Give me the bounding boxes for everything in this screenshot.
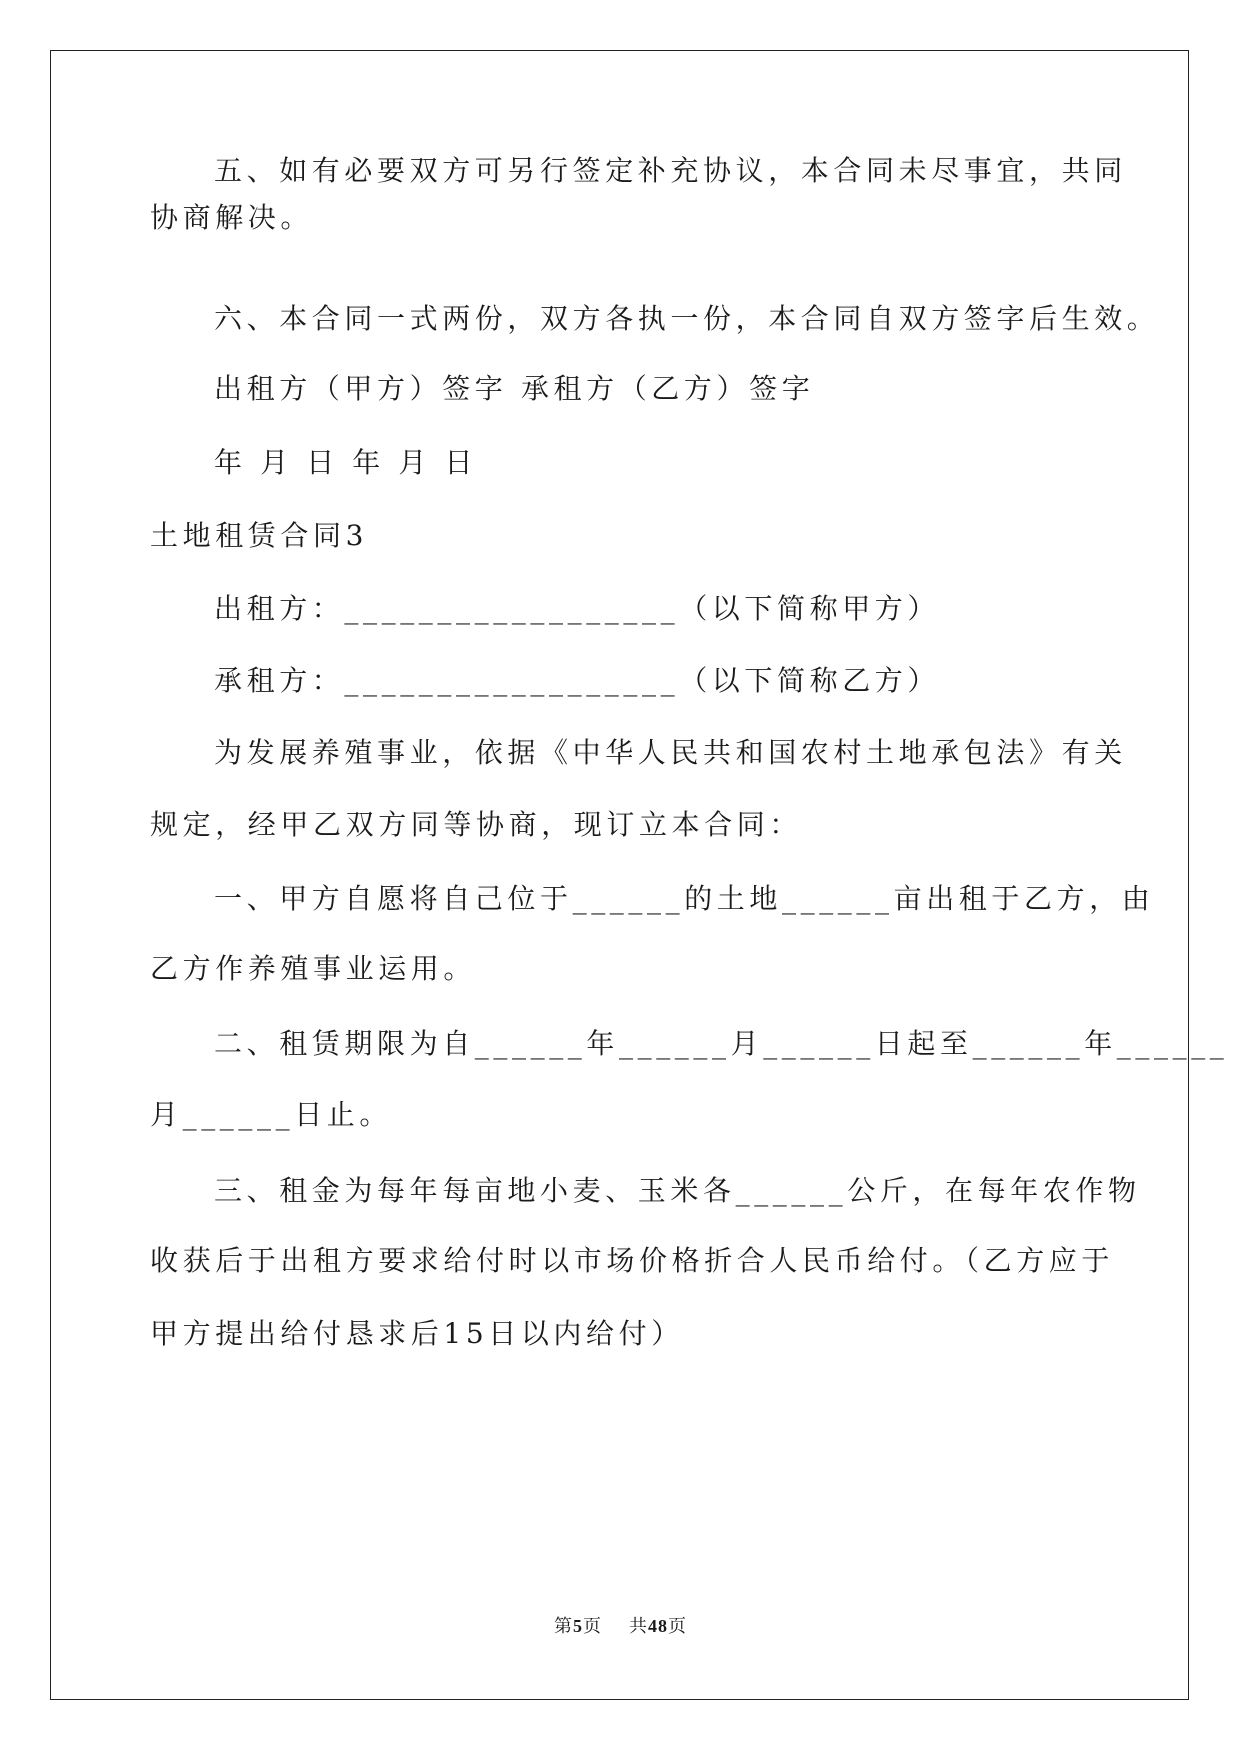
section-title: 土地租赁合同3: [150, 519, 369, 552]
lessee-field: 承租方：__________________（以下简称乙方）: [214, 664, 941, 697]
clause-line: 甲方提出给付恳求后15日以内给付）: [150, 1317, 684, 1350]
signature-line: 出租方（甲方）签字 承租方（乙方）签字: [214, 372, 815, 405]
paragraph-line: 五、如有必要双方可另行签定补充协议，本合同未尽事宜，共同: [214, 154, 1127, 187]
total-prefix: 共: [628, 1616, 648, 1637]
page-border: [50, 50, 1189, 1700]
paragraph-line: 规定，经甲乙双方同等协商，现订立本合同：: [150, 808, 803, 841]
page-footer: [0, 1614, 1241, 1639]
page-number: 5: [573, 1616, 584, 1636]
total-pages: 48: [647, 1616, 668, 1636]
total-suffix: 页: [667, 1616, 687, 1637]
clause-line: 三、租金为每年每亩地小麦、玉米各______公斤，在每年农作物: [214, 1174, 1141, 1207]
page-prefix: 第: [554, 1616, 574, 1637]
clause-line: 收获后于出租方要求给付时以市场价格折合人民币给付。（乙方应于: [150, 1244, 1115, 1277]
clause-line: 二、租赁期限为自______年______月______日起至______年______: [214, 1027, 1229, 1060]
paragraph-line: 协商解决。: [150, 201, 314, 234]
lessor-field: 出租方：__________________（以下简称甲方）: [214, 592, 941, 625]
paragraph-line: 六、本合同一式两份，双方各执一份，本合同自双方签字后生效。: [214, 302, 1160, 335]
date-line: 年 月 日 年 月 日: [214, 446, 478, 479]
page-suffix: 页: [583, 1616, 603, 1637]
paragraph-line: 为发展养殖事业，依据《中华人民共和国农村土地承包法》有关: [214, 736, 1127, 769]
clause-line: 乙方作养殖事业运用。: [150, 952, 477, 985]
clause-line: 一、甲方自愿将自己位于______的土地______亩出租于乙方，由: [214, 882, 1155, 915]
clause-line: 月______日止。: [150, 1098, 393, 1131]
